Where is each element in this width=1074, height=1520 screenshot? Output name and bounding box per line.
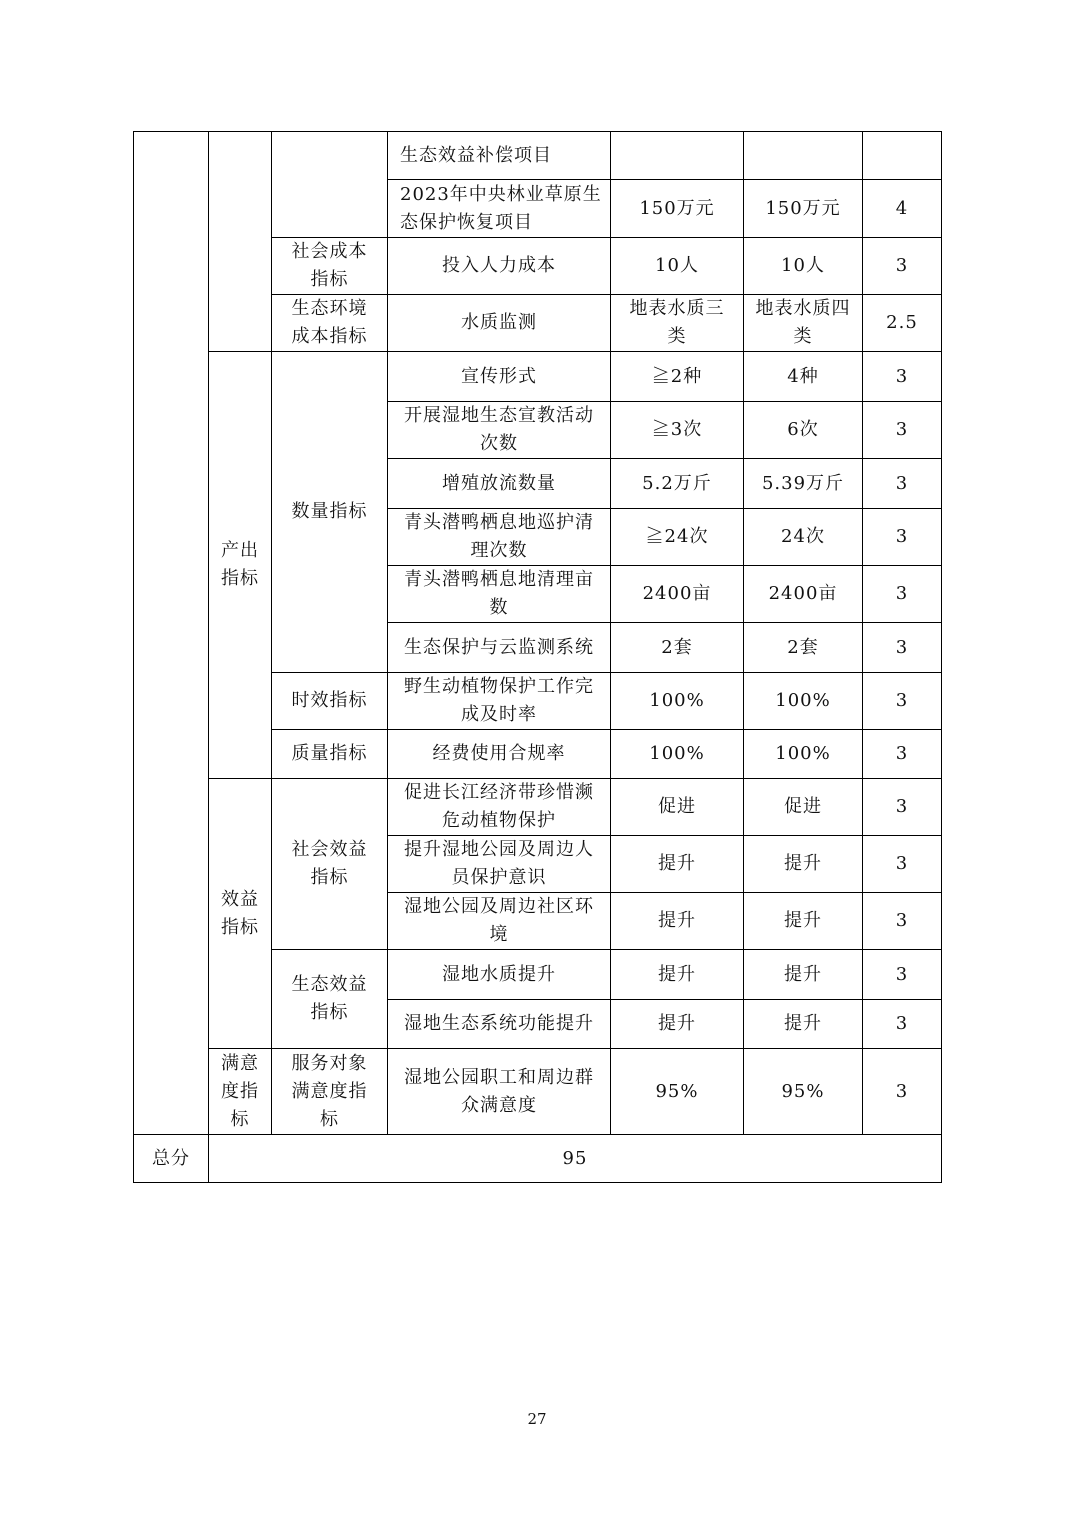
actual-value-cell: 100% (744, 673, 863, 730)
actual-value-cell: 6次 (744, 402, 863, 459)
score-cell: 3 (863, 402, 942, 459)
target-value-cell: ≧3次 (611, 402, 744, 459)
second-level-indicator-cell: 效益 指标 (209, 779, 272, 1049)
score-cell: 3 (863, 1049, 942, 1135)
actual-value-cell: 150万元 (744, 180, 863, 238)
third-level-indicator-cell: 生态效益 指标 (272, 950, 388, 1049)
second-level-indicator-cell: 产出 指标 (209, 352, 272, 779)
performance-indicator-table (133, 131, 942, 1183)
indicator-name-cell: 开展湿地生态宣教活动 次数 (388, 402, 611, 459)
target-value-cell: 150万元 (611, 180, 744, 238)
first-level-indicator-cell (134, 132, 209, 1135)
indicator-name-cell: 野生动植物保护工作完 成及时率 (388, 673, 611, 730)
table-row (134, 132, 942, 180)
third-level-indicator-cell: 生态环境 成本指标 (272, 295, 388, 352)
target-value-cell: 2套 (611, 623, 744, 673)
actual-value-cell: 100% (744, 730, 863, 779)
target-value-cell: 100% (611, 730, 744, 779)
indicator-name-cell: 提升湿地公园及周边人 员保护意识 (388, 836, 611, 893)
total-row (134, 1135, 942, 1183)
score-cell: 3 (863, 238, 942, 295)
score-cell: 3 (863, 836, 942, 893)
indicator-name-cell: 促进长江经济带珍惜濒 危动植物保护 (388, 779, 611, 836)
actual-value-cell: 10人 (744, 238, 863, 295)
second-level-indicator-cell (209, 132, 272, 352)
target-value-cell (611, 132, 744, 180)
table-row (134, 779, 942, 836)
target-value-cell: 提升 (611, 1000, 744, 1049)
actual-value-cell: 5.39万斤 (744, 459, 863, 509)
actual-value-cell: 4种 (744, 352, 863, 402)
score-cell: 3 (863, 1000, 942, 1049)
indicator-name-cell: 湿地公园及周边社区环 境 (388, 893, 611, 950)
total-label: 总分 (134, 1135, 209, 1183)
actual-value-cell: 提升 (744, 836, 863, 893)
target-value-cell: 提升 (611, 893, 744, 950)
indicator-name-cell: 经费使用合规率 (388, 730, 611, 779)
target-value-cell: 95% (611, 1049, 744, 1135)
actual-value-cell: 24次 (744, 509, 863, 566)
table-row (134, 352, 942, 402)
actual-value-cell (744, 132, 863, 180)
target-value-cell: 10人 (611, 238, 744, 295)
third-level-indicator-cell: 数量指标 (272, 352, 388, 673)
page-number: 27 (527, 1410, 547, 1428)
score-cell: 3 (863, 459, 942, 509)
score-cell: 3 (863, 950, 942, 1000)
score-cell: 3 (863, 673, 942, 730)
target-value-cell: 100% (611, 673, 744, 730)
actual-value-cell: 2套 (744, 623, 863, 673)
total-value: 95 (209, 1135, 942, 1183)
indicator-name-cell: 投入人力成本 (388, 238, 611, 295)
actual-value-cell: 95% (744, 1049, 863, 1135)
target-value-cell: 提升 (611, 950, 744, 1000)
target-value-cell: 提升 (611, 836, 744, 893)
target-value-cell: ≧2种 (611, 352, 744, 402)
actual-value-cell: 提升 (744, 893, 863, 950)
third-level-indicator-cell: 服务对象 满意度指 标 (272, 1049, 388, 1135)
actual-value-cell: 提升 (744, 1000, 863, 1049)
indicator-name-cell: 2023年中央林业草原生 态保护恢复项目 (388, 180, 611, 238)
indicator-name-cell: 增殖放流数量 (388, 459, 611, 509)
indicator-name-cell: 宣传形式 (388, 352, 611, 402)
third-level-indicator-cell: 质量指标 (272, 730, 388, 779)
score-cell: 3 (863, 509, 942, 566)
target-value-cell: 地表水质三 类 (611, 295, 744, 352)
indicator-name-cell: 水质监测 (388, 295, 611, 352)
actual-value-cell: 提升 (744, 950, 863, 1000)
score-cell: 4 (863, 180, 942, 238)
actual-value-cell: 地表水质四 类 (744, 295, 863, 352)
target-value-cell: 5.2万斤 (611, 459, 744, 509)
score-cell: 3 (863, 352, 942, 402)
score-cell: 3 (863, 893, 942, 950)
second-level-indicator-cell: 满意 度指 标 (209, 1049, 272, 1135)
third-level-indicator-cell: 社会成本 指标 (272, 238, 388, 295)
indicator-name-cell: 青头潜鸭栖息地清理亩 数 (388, 566, 611, 623)
target-value-cell: ≧24次 (611, 509, 744, 566)
score-cell: 3 (863, 566, 942, 623)
score-cell: 2.5 (863, 295, 942, 352)
indicator-name-cell: 湿地生态系统功能提升 (388, 1000, 611, 1049)
target-value-cell: 2400亩 (611, 566, 744, 623)
score-cell: 3 (863, 730, 942, 779)
third-level-indicator-cell: 社会效益 指标 (272, 779, 388, 950)
target-value-cell: 促进 (611, 779, 744, 836)
score-cell: 3 (863, 779, 942, 836)
third-level-indicator-cell: 时效指标 (272, 673, 388, 730)
indicator-name-cell: 生态效益补偿项目 (388, 132, 611, 180)
actual-value-cell: 促进 (744, 779, 863, 836)
indicator-name-cell: 青头潜鸭栖息地巡护清 理次数 (388, 509, 611, 566)
actual-value-cell: 2400亩 (744, 566, 863, 623)
indicator-name-cell: 生态保护与云监测系统 (388, 623, 611, 673)
indicator-name-cell: 湿地公园职工和周边群 众满意度 (388, 1049, 611, 1135)
indicator-name-cell: 湿地水质提升 (388, 950, 611, 1000)
score-cell (863, 132, 942, 180)
third-level-indicator-cell (272, 132, 388, 238)
score-cell: 3 (863, 623, 942, 673)
table-row (134, 1049, 942, 1135)
